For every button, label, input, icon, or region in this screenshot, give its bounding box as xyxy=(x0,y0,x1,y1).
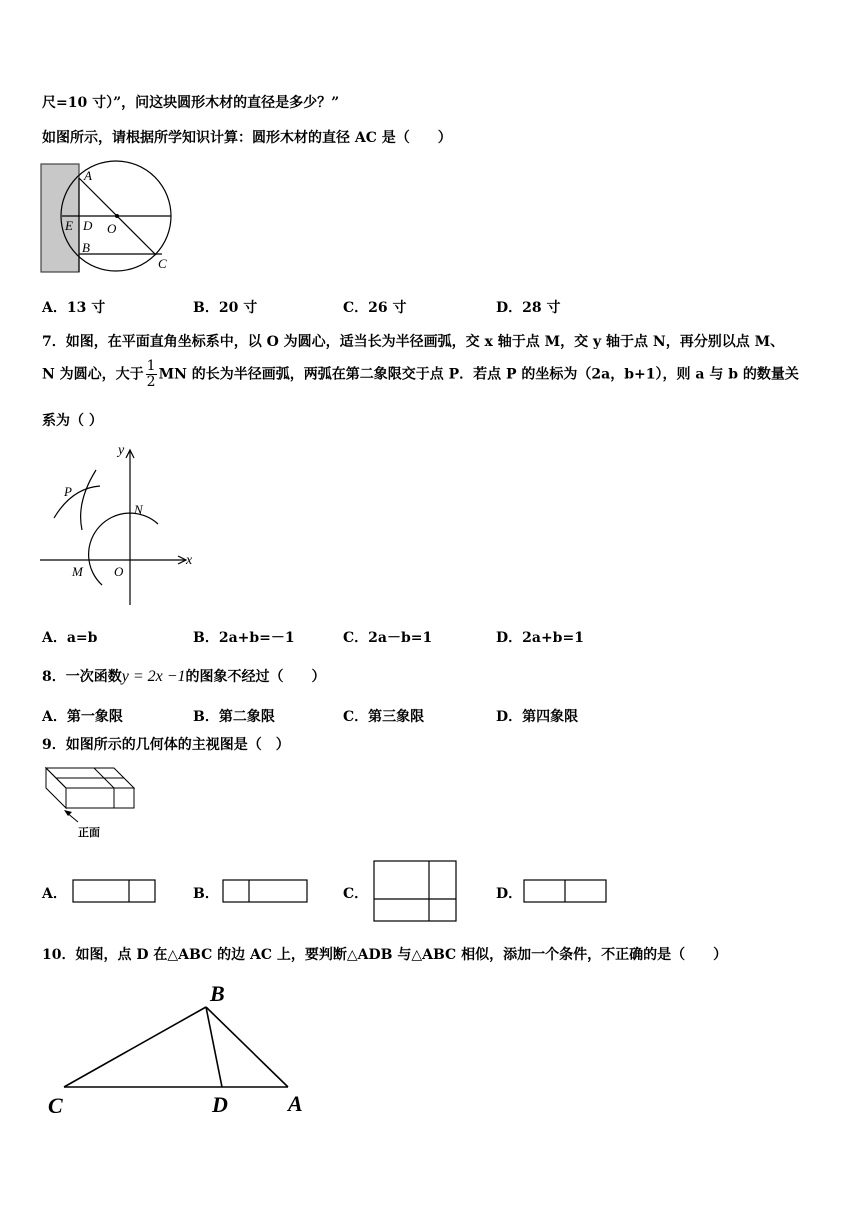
side-cb xyxy=(64,1007,206,1087)
box-side xyxy=(46,768,66,808)
q6-text-line2: 如图所示，请根据所学知识计算：圆形木材的直径 AC 是（ ） xyxy=(42,130,452,146)
c-outer-rect xyxy=(374,861,456,921)
q6-option-b[interactable]: B．20 寸 xyxy=(193,300,258,316)
label-d: D xyxy=(212,1092,228,1117)
q8-option-d[interactable]: D．第四象限 xyxy=(496,709,579,725)
frac-denominator: 2 xyxy=(146,374,156,390)
label-x: x xyxy=(186,553,193,568)
label-p: P xyxy=(64,484,72,499)
fraction-one-half xyxy=(146,359,157,390)
front-label: 正面 xyxy=(78,826,100,839)
q6-option-d[interactable]: D．28 寸 xyxy=(496,300,561,316)
q7-text-line3: 系为（ ） xyxy=(42,413,103,429)
q9-option-d[interactable]: D． xyxy=(496,886,523,902)
q9-solid-figure xyxy=(42,760,142,840)
label-c: C xyxy=(48,1093,63,1118)
frac-numerator: 1 xyxy=(146,358,156,374)
q8-option-a[interactable]: A．第一象限 xyxy=(42,709,123,725)
q7-option-d[interactable]: D．2a+b=1 xyxy=(496,630,584,646)
box-front xyxy=(66,788,134,808)
arc-from-n xyxy=(54,486,100,518)
label-m: M xyxy=(72,564,83,579)
q9-option-a-figure[interactable] xyxy=(72,878,158,904)
q9-text: 9．如图所示的几何体的主视图是（ ） xyxy=(42,737,290,753)
center-o-dot xyxy=(115,214,119,218)
q9-option-d-figure[interactable] xyxy=(523,878,609,904)
q7-coordinate-figure xyxy=(38,440,203,610)
label-d: D xyxy=(83,218,93,233)
q7-text-line2 xyxy=(42,359,799,390)
segment-bd xyxy=(206,1007,222,1087)
q9-option-a[interactable]: A． xyxy=(42,886,67,902)
label-e: E xyxy=(65,218,73,233)
q8-text xyxy=(42,666,326,686)
q7-option-a[interactable]: A．a=b xyxy=(42,630,98,646)
q7-text-line1: 7．如图，在平面直角坐标系中，以 O 为圆心，适当长为半径画弧，交 x 轴于点 M，交 y 轴于点 N，再分别以点 M、 xyxy=(42,334,785,350)
q7-option-c[interactable]: C．2a－b=1 xyxy=(343,630,433,646)
q7-line2-after: MN 的长为半径画弧，两弧在第二象限交于点 P．若点 P 的坐标为（2a，b+1），则 a 与 b 的数量关 xyxy=(158,366,799,383)
q6-circle-figure xyxy=(38,158,178,278)
q10-triangle-figure xyxy=(42,975,332,1125)
q7-option-b[interactable]: B．2a+b=－1 xyxy=(193,630,295,646)
q10-text: 10．如图，点 D 在△ABC 的边 AC 上，要判断△ADB 与△ABC 相似，添加一个条件，不正确的是（ ） xyxy=(42,947,728,963)
q8-formula: y = 2x −1 xyxy=(121,668,186,685)
side-ba xyxy=(206,1007,288,1087)
q6-text-line1: 尺=10 寸）”，问这块圆形木材的直径是多少？” xyxy=(42,95,340,111)
b-outer-rect xyxy=(223,880,307,902)
a-outer-rect xyxy=(73,880,155,902)
label-a: A xyxy=(288,1091,303,1116)
q9-option-c-figure[interactable] xyxy=(373,860,459,924)
q9-option-c[interactable]: C． xyxy=(343,886,369,902)
q9-option-b-figure[interactable] xyxy=(222,878,310,904)
label-b: B xyxy=(82,240,90,255)
label-c: C xyxy=(158,256,167,271)
label-a: A xyxy=(84,168,92,183)
label-b: B xyxy=(210,981,225,1006)
label-y: y xyxy=(118,443,125,458)
q9-option-b[interactable]: B． xyxy=(193,886,219,902)
label-o: O xyxy=(107,221,117,236)
arc-from-m xyxy=(81,470,96,530)
q8-option-c[interactable]: C．第三象限 xyxy=(343,709,425,725)
q7-line2-before: N 为圆心，大于 xyxy=(42,366,144,383)
q8-option-b[interactable]: B．第二象限 xyxy=(193,709,275,725)
q6-option-a[interactable]: A．13 寸 xyxy=(42,300,106,316)
q6-option-c[interactable]: C．26 寸 xyxy=(343,300,407,316)
wood-board xyxy=(41,164,79,272)
label-n: N xyxy=(134,502,143,517)
label-o: O xyxy=(114,564,124,579)
q8-suffix: 的图象不经过（ ） xyxy=(185,669,326,685)
arrow-head xyxy=(64,810,72,816)
q8-prefix: 8．一次函数 xyxy=(42,669,122,685)
